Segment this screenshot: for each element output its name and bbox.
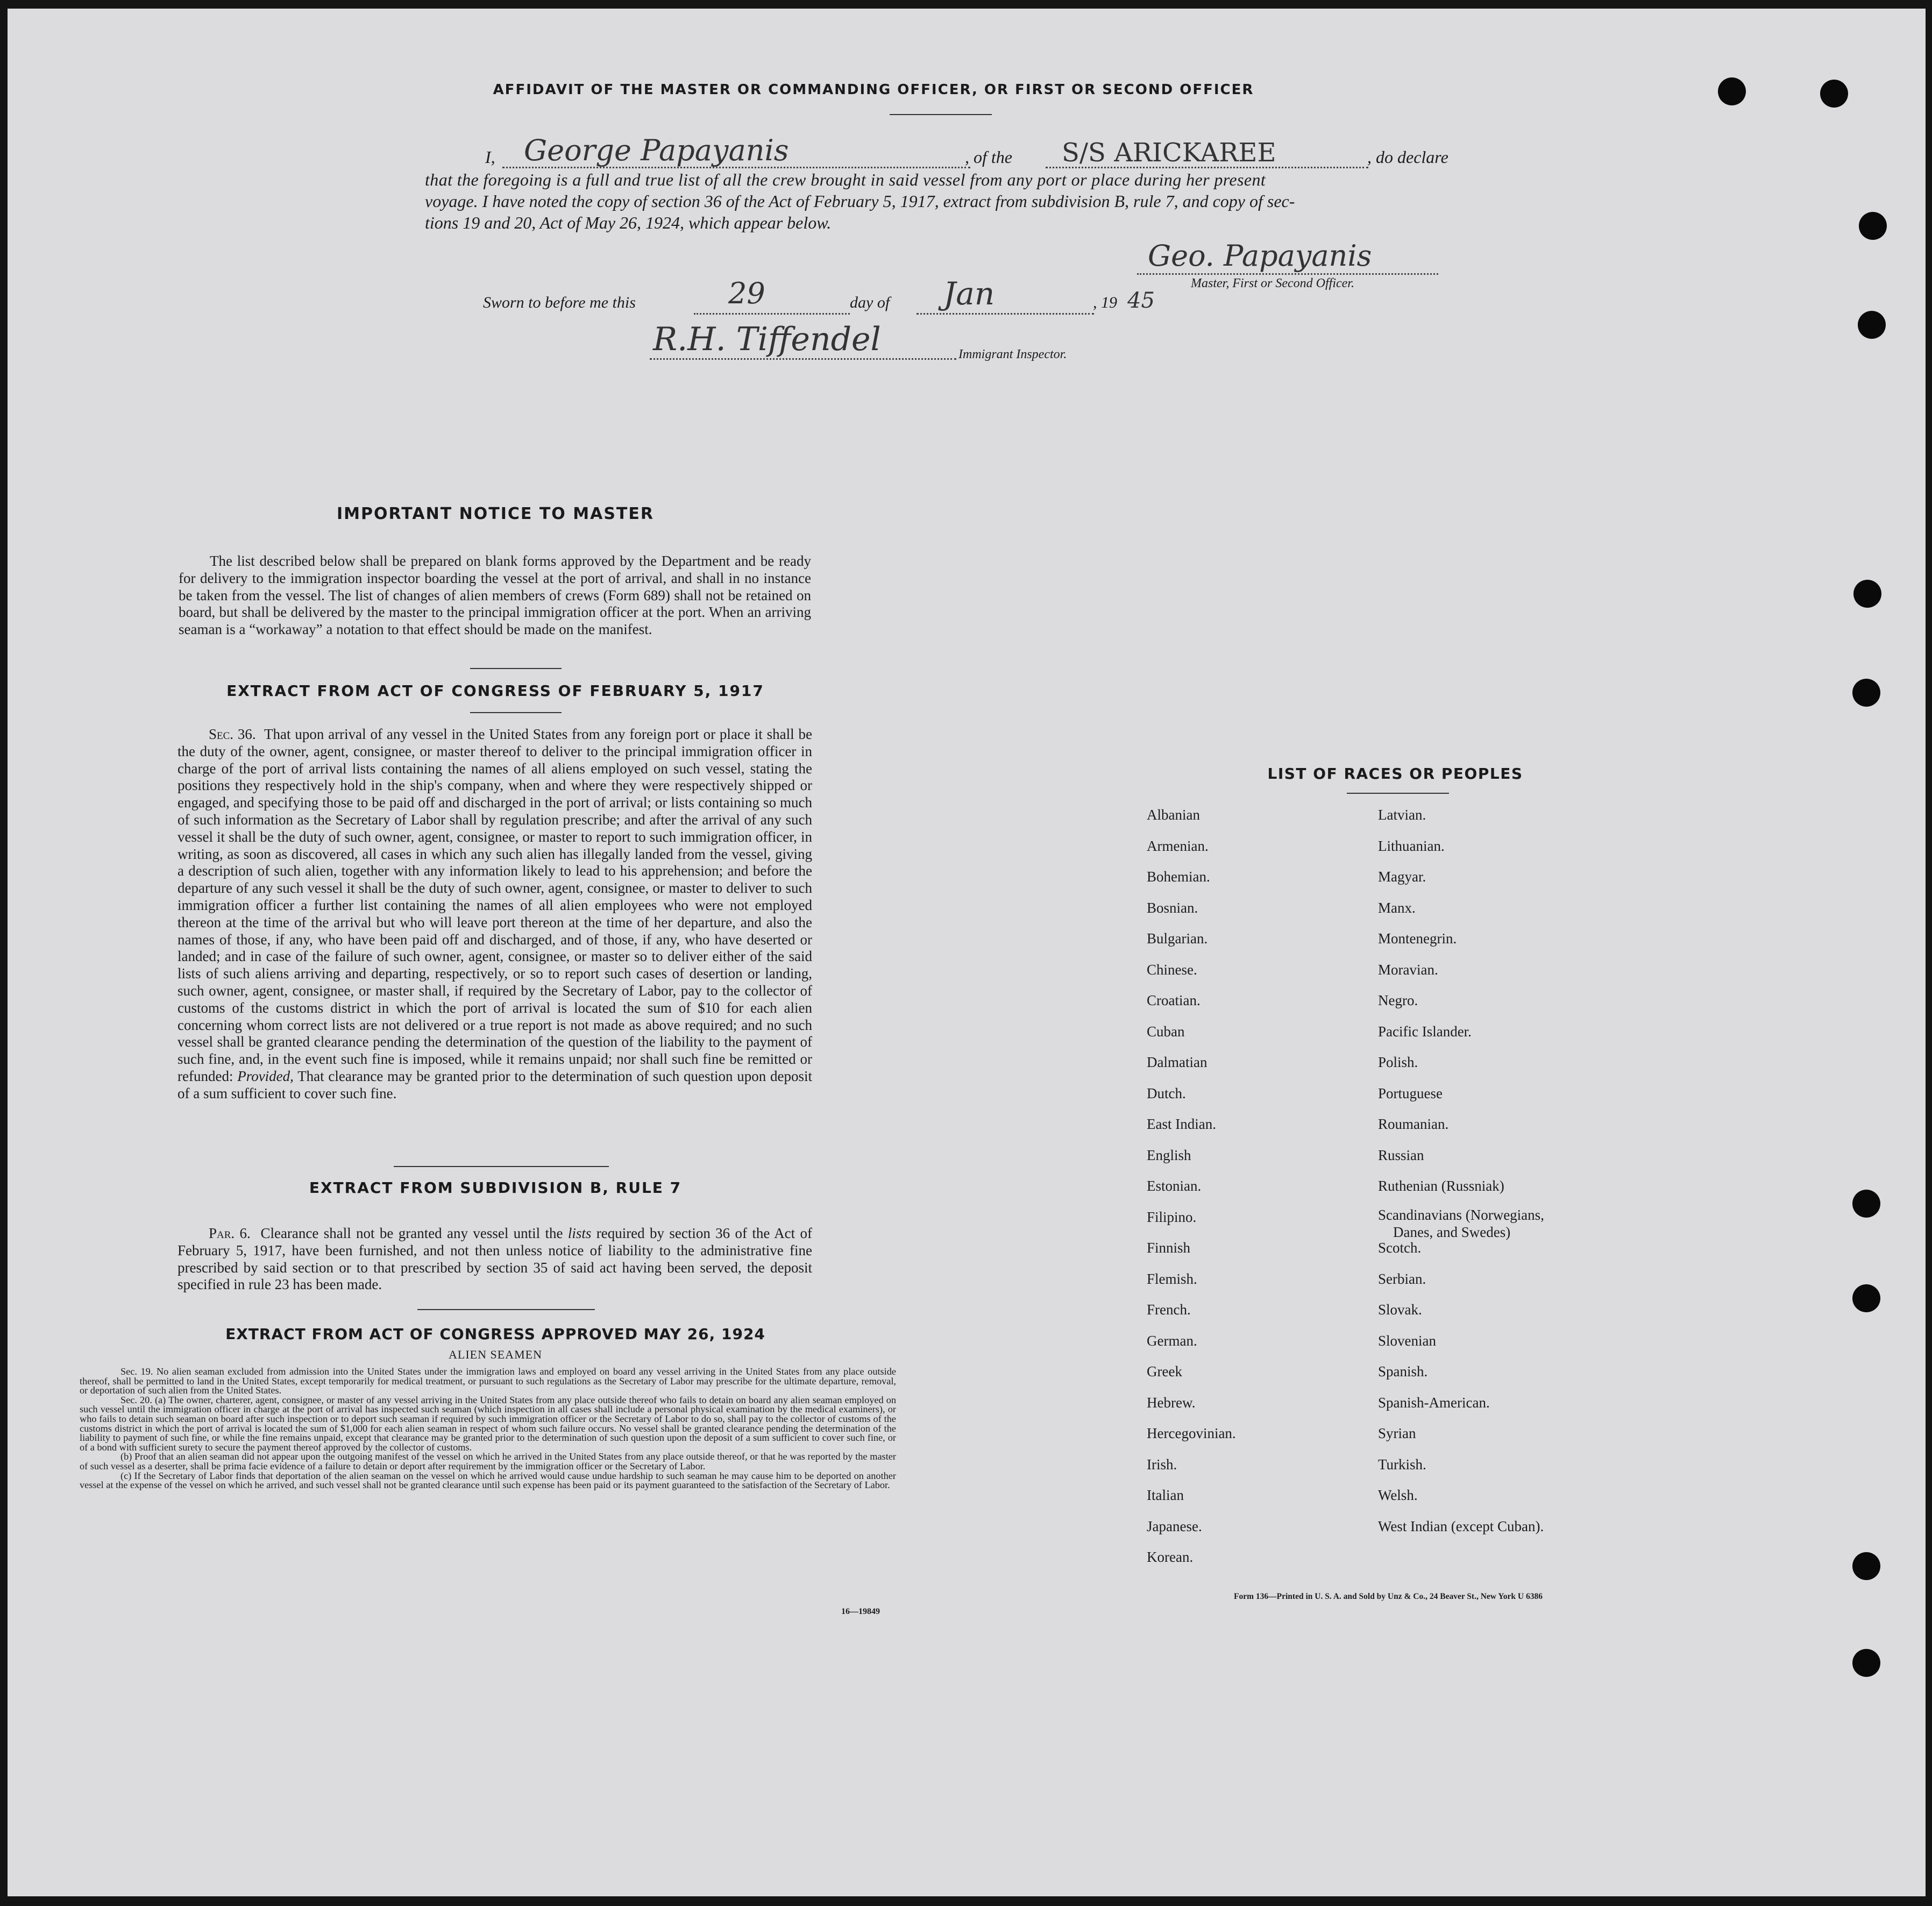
race-item: Japanese. xyxy=(1147,1518,1202,1534)
day-of-label: day of xyxy=(850,294,890,311)
sec-19-text: Sec. 19. No alien seaman excluded from admission into the United States under the immigration laws and employed on board any vessel arriving in the United States from any place outside thereof, shall be permitted to land in the United States, except temporarily for medical treatment, or pursuant to such regulations as the Secretary of Labor may prescribe for the ultimate departure, removal, or deportation of such alien from the United States. xyxy=(80,1366,896,1396)
extract-1924-heading: EXTRACT FROM ACT OF CONGRESS APPROVED MAY 26, 1924 xyxy=(225,1325,765,1343)
punch-hole xyxy=(1852,679,1880,707)
punch-hole xyxy=(1852,1649,1880,1677)
of-the-label: , of the xyxy=(965,147,1012,167)
punch-hole xyxy=(1859,212,1887,240)
par-6-text-b: required by section 36 of the Act of February 5, 1917, have been furnished, and not then unless notice of liability to the administrative fine prescribed by said section or to that prescribed by section 35 of said act having been served, the deposit specified in rule 23 has been made. xyxy=(177,1225,812,1293)
extract-1917-text xyxy=(177,726,812,1103)
rule-7-text xyxy=(177,1225,812,1293)
punch-hole xyxy=(1852,1284,1880,1312)
race-item: Syrian xyxy=(1378,1425,1416,1441)
race-item: Serbian. xyxy=(1378,1270,1426,1287)
document-page xyxy=(8,9,1926,1896)
extract-1924-text xyxy=(80,1367,896,1490)
races-heading: LIST OF RACES OR PEOPLES xyxy=(1267,765,1523,783)
year-prefix: , 19 xyxy=(1093,294,1117,311)
race-item: Bohemian. xyxy=(1147,869,1210,885)
notice-heading: IMPORTANT NOTICE TO MASTER xyxy=(337,504,654,523)
divider xyxy=(417,1309,595,1310)
race-item: Turkish. xyxy=(1378,1456,1426,1473)
inspector-line xyxy=(650,358,956,360)
race-item: Lithuanian. xyxy=(1378,837,1445,854)
race-item: Bulgarian. xyxy=(1147,930,1208,947)
race-item: West Indian (except Cuban). xyxy=(1378,1518,1544,1534)
extract-1917-heading: EXTRACT FROM ACT OF CONGRESS OF FEBRUARY 5, 1917 xyxy=(226,682,764,700)
race-item: Finnish xyxy=(1147,1240,1191,1256)
notice-body: The list described below shall be prepared on blank forms approved by the Department and be ready for delivery to the immigration inspector boarding the vessel at the port of arrival, and shall in no instance be taken from the vessel. The list of changes of alien members of crews (Form 689) shall not be retained on board, but shall be delivered by the master to the principal immigration officer at the port. When an arriving seaman is a “workaway” a notation to that effect should be made on the manifest. xyxy=(179,553,811,638)
form-printer-note: Form 136—Printed in U. S. A. and Sold by Unz & Co., 24 Beaver St., New York U 6386 xyxy=(1234,1592,1543,1601)
race-item: German. xyxy=(1147,1332,1197,1349)
affidavit-i-label: I, xyxy=(485,147,495,167)
vessel-name: S/S ARICKAREE xyxy=(1062,138,1276,168)
lists-word: lists xyxy=(567,1225,592,1241)
race-item: Latvian. xyxy=(1378,807,1426,823)
race-item: Montenegrin. xyxy=(1378,930,1457,947)
affidavit-title: AFFIDAVIT OF THE MASTER OR COMMANDING OFFICER, OR FIRST OR SECOND OFFICER xyxy=(493,82,1254,98)
form-code: 16—19849 xyxy=(841,1607,880,1616)
race-item: Danes, and Swedes) xyxy=(1393,1224,1511,1240)
punch-hole xyxy=(1718,77,1746,105)
inspector-signature: R.H. Tiffendel xyxy=(653,321,881,358)
race-item: Roumanian. xyxy=(1378,1116,1449,1132)
race-item: Armenian. xyxy=(1147,837,1209,854)
master-name: George Papayanis xyxy=(524,133,789,167)
race-item: Flemish. xyxy=(1147,1270,1197,1287)
day-line xyxy=(694,313,850,315)
sec-36-body: That upon arrival of any vessel in the United States from any foreign port or place it shall be the duty of the owner, agent, consignee, or master thereof to deliver to the principal immigration officer in charge of the port of arrival lists containing the names of all aliens employed on such vessel, stating the positions they respectively hold in the ship's company, when and where they were respectively shipped or engaged, and specifying those to be paid off and discharged in the port of arrival; or lists containing so much of such information as the Secretary of Labor shall by regulation prescribe; and after the arrival of any such vessel it shall be the duty of such owner, agent, consignee, or master to report to such immigration officer, in writing, as soon as discovered, all cases in which any such alien has illegally landed from the vessel, giving a description of such alien, together with any information likely to lead to his apprehension; and before the departure of any such vessel it shall be the duty of such owner, agent, consignee, or master to deliver to such immigration officer a further list containing the names of all alien employees who were not employed thereon at the time of the arrival but who will leave port thereon at the time of her departure, and also the names of those, if any, who have been paid off and discharged, and of those, if any, who have deserted or landed; and in case of the failure of such owner, agent, consignee, or master so to deliver either of the said lists of such aliens arriving and departing, respectively, or so to report such cases of desertion or landing, such owner, agent, consignee, or master shall, if required by the Secretary of Labor, pay to the collector of customs of the customs district in which the port of arrival is located the sum of $10 for each alien concerning whom correct lists are not delivered or a true report is not made as above required; and no such vessel shall be granted clearance pending the determination of the question of the liability to the payment of such fine, and, in the event such fine is imposed, while it remains unpaid; nor shall such fine be remitted or refunded: xyxy=(177,726,813,1084)
race-item: Pacific Islander. xyxy=(1378,1023,1472,1040)
affidavit-line-4: tions 19 and 20, Act of May 26, 1924, which appear below. xyxy=(425,213,832,232)
race-item: Spanish-American. xyxy=(1378,1394,1490,1411)
affidavit-line-2: that the foregoing is a full and true list of all the crew brought in said vessel from any port or place during her present xyxy=(425,170,1266,189)
master-signature: Geo. Papayanis xyxy=(1148,239,1372,273)
divider xyxy=(470,712,562,713)
race-item: Moravian. xyxy=(1378,961,1438,978)
race-item: Welsh. xyxy=(1378,1487,1418,1503)
race-item: Croatian. xyxy=(1147,992,1201,1008)
sec-36-label: Sec. 36. xyxy=(209,726,256,742)
sec-20c-text: (c) If the Secretary of Labor finds that deportation of the alien seaman on the vessel on which he arrived would cause undue hardship to such seaman he may cause him to be deported on another vessel at the expense of the vessel on which he arrived, and such vessel shall not be granted clearance until such expense has been paid or its payment guaranteed to the satisfaction of the Secretary of Labor. xyxy=(80,1470,896,1491)
race-item: Slovak. xyxy=(1378,1302,1422,1318)
race-item: Hercegovinian. xyxy=(1147,1425,1236,1441)
provided-word: Provided, xyxy=(237,1068,294,1084)
sworn-label: Sworn to before me this xyxy=(483,294,636,311)
race-item: English xyxy=(1147,1147,1191,1163)
race-item: Greek xyxy=(1147,1363,1182,1379)
rule-7-heading: EXTRACT FROM SUBDIVISION B, RULE 7 xyxy=(309,1179,682,1197)
sworn-day: 29 xyxy=(728,276,765,310)
race-item: Negro. xyxy=(1378,992,1418,1008)
race-item: Dutch. xyxy=(1147,1085,1186,1101)
race-item: Manx. xyxy=(1378,899,1416,916)
race-item: Polish. xyxy=(1378,1054,1418,1070)
race-item: Hebrew. xyxy=(1147,1394,1196,1411)
race-item: Italian xyxy=(1147,1487,1184,1503)
race-item: Magyar. xyxy=(1378,869,1426,885)
race-item: East Indian. xyxy=(1147,1116,1216,1132)
race-item: Portuguese xyxy=(1378,1085,1443,1101)
race-item: Albanian xyxy=(1147,807,1200,823)
divider xyxy=(394,1166,609,1167)
year-suffix: 45 xyxy=(1127,288,1155,313)
race-item: French. xyxy=(1147,1302,1191,1318)
race-item: Cuban xyxy=(1147,1023,1185,1040)
affidavit-line-3: voyage. I have noted the copy of section 36 of the Act of February 5, 1917, extract from subdivision B, rule 7, and copy of sec- xyxy=(425,191,1295,211)
par-6-label: Par. 6. xyxy=(209,1225,251,1241)
race-item: Chinese. xyxy=(1147,961,1197,978)
race-item: Slovenian xyxy=(1378,1332,1436,1349)
race-item: Scandinavians (Norwegians, xyxy=(1378,1206,1544,1223)
sworn-month: Jan xyxy=(943,275,995,312)
sec-36-end: That clearance may be granted prior to the determination of such question upon deposit of a sum sufficient to cover such fine. xyxy=(177,1068,813,1101)
month-line xyxy=(917,313,1094,315)
race-item: Korean. xyxy=(1147,1549,1194,1565)
signature-line xyxy=(1137,273,1438,275)
master-caption: Master, First or Second Officer. xyxy=(1191,276,1354,290)
race-item: Dalmatian xyxy=(1147,1054,1208,1070)
divider xyxy=(1347,793,1449,794)
race-item: Russian xyxy=(1378,1147,1424,1163)
inspector-caption: Immigrant Inspector. xyxy=(958,347,1067,361)
sec-20b-text: (b) Proof that an alien seaman did not appear upon the outgoing manifest of the vessel on which he arrived in the United States from any place outside thereof, or that he was reported by the master of such vessel as a deserter, shall be prima facie evidence of a failure to detain or deport after requirement by the immigration officer or the Secretary of Labor. xyxy=(80,1451,896,1471)
race-item: Spanish. xyxy=(1378,1363,1428,1379)
race-item: Ruthenian (Russniak) xyxy=(1378,1178,1504,1194)
punch-hole xyxy=(1853,580,1881,608)
do-declare: , do declare xyxy=(1367,147,1448,167)
punch-hole xyxy=(1852,1552,1880,1580)
race-item: Filipino. xyxy=(1147,1208,1197,1225)
race-item: Scotch. xyxy=(1378,1240,1422,1256)
race-item: Estonian. xyxy=(1147,1178,1202,1194)
punch-hole xyxy=(1820,80,1848,108)
divider xyxy=(890,114,992,115)
divider xyxy=(470,668,562,669)
par-6-text-a: Clearance shall not be granted any vessel until the xyxy=(260,1225,563,1241)
alien-seamen-heading: ALIEN SEAMEN xyxy=(449,1348,542,1361)
sec-20a-text: Sec. 20. (a) The owner, charterer, agent, consignee, or master of any vessel arriving in the United States from any place outside thereof who fails to detain on board any alien seaman employed on such vessel until the immigration officer in charge at the port of arrival has inspected such seaman (which inspection in all cases shall include a personal physical examination by the medical examiners), or who fails to detain such seaman on board after such inspection or to deport such seaman if required by such immigration officer or the Secretary of Labor to do so, shall pay to the collector of customs of the customs district in which the port of arrival is located the sum of $1,000 for each alien seaman in respect of whom such failure occurs. No vessel shall be granted clearance pending the determination of the liability to payment of such fine, or while the fine remains unpaid, except that clearance may be granted prior to the determination of such question upon the deposit of a sum sufficient to cover such fine, or of a bond with sufficient surety to secure the payment thereof approved by the collector of customs. xyxy=(80,1394,896,1453)
punch-hole xyxy=(1858,311,1886,339)
race-item: Bosnian. xyxy=(1147,899,1198,916)
punch-hole xyxy=(1852,1190,1880,1218)
notice-text xyxy=(179,553,811,638)
race-item: Irish. xyxy=(1147,1456,1177,1473)
